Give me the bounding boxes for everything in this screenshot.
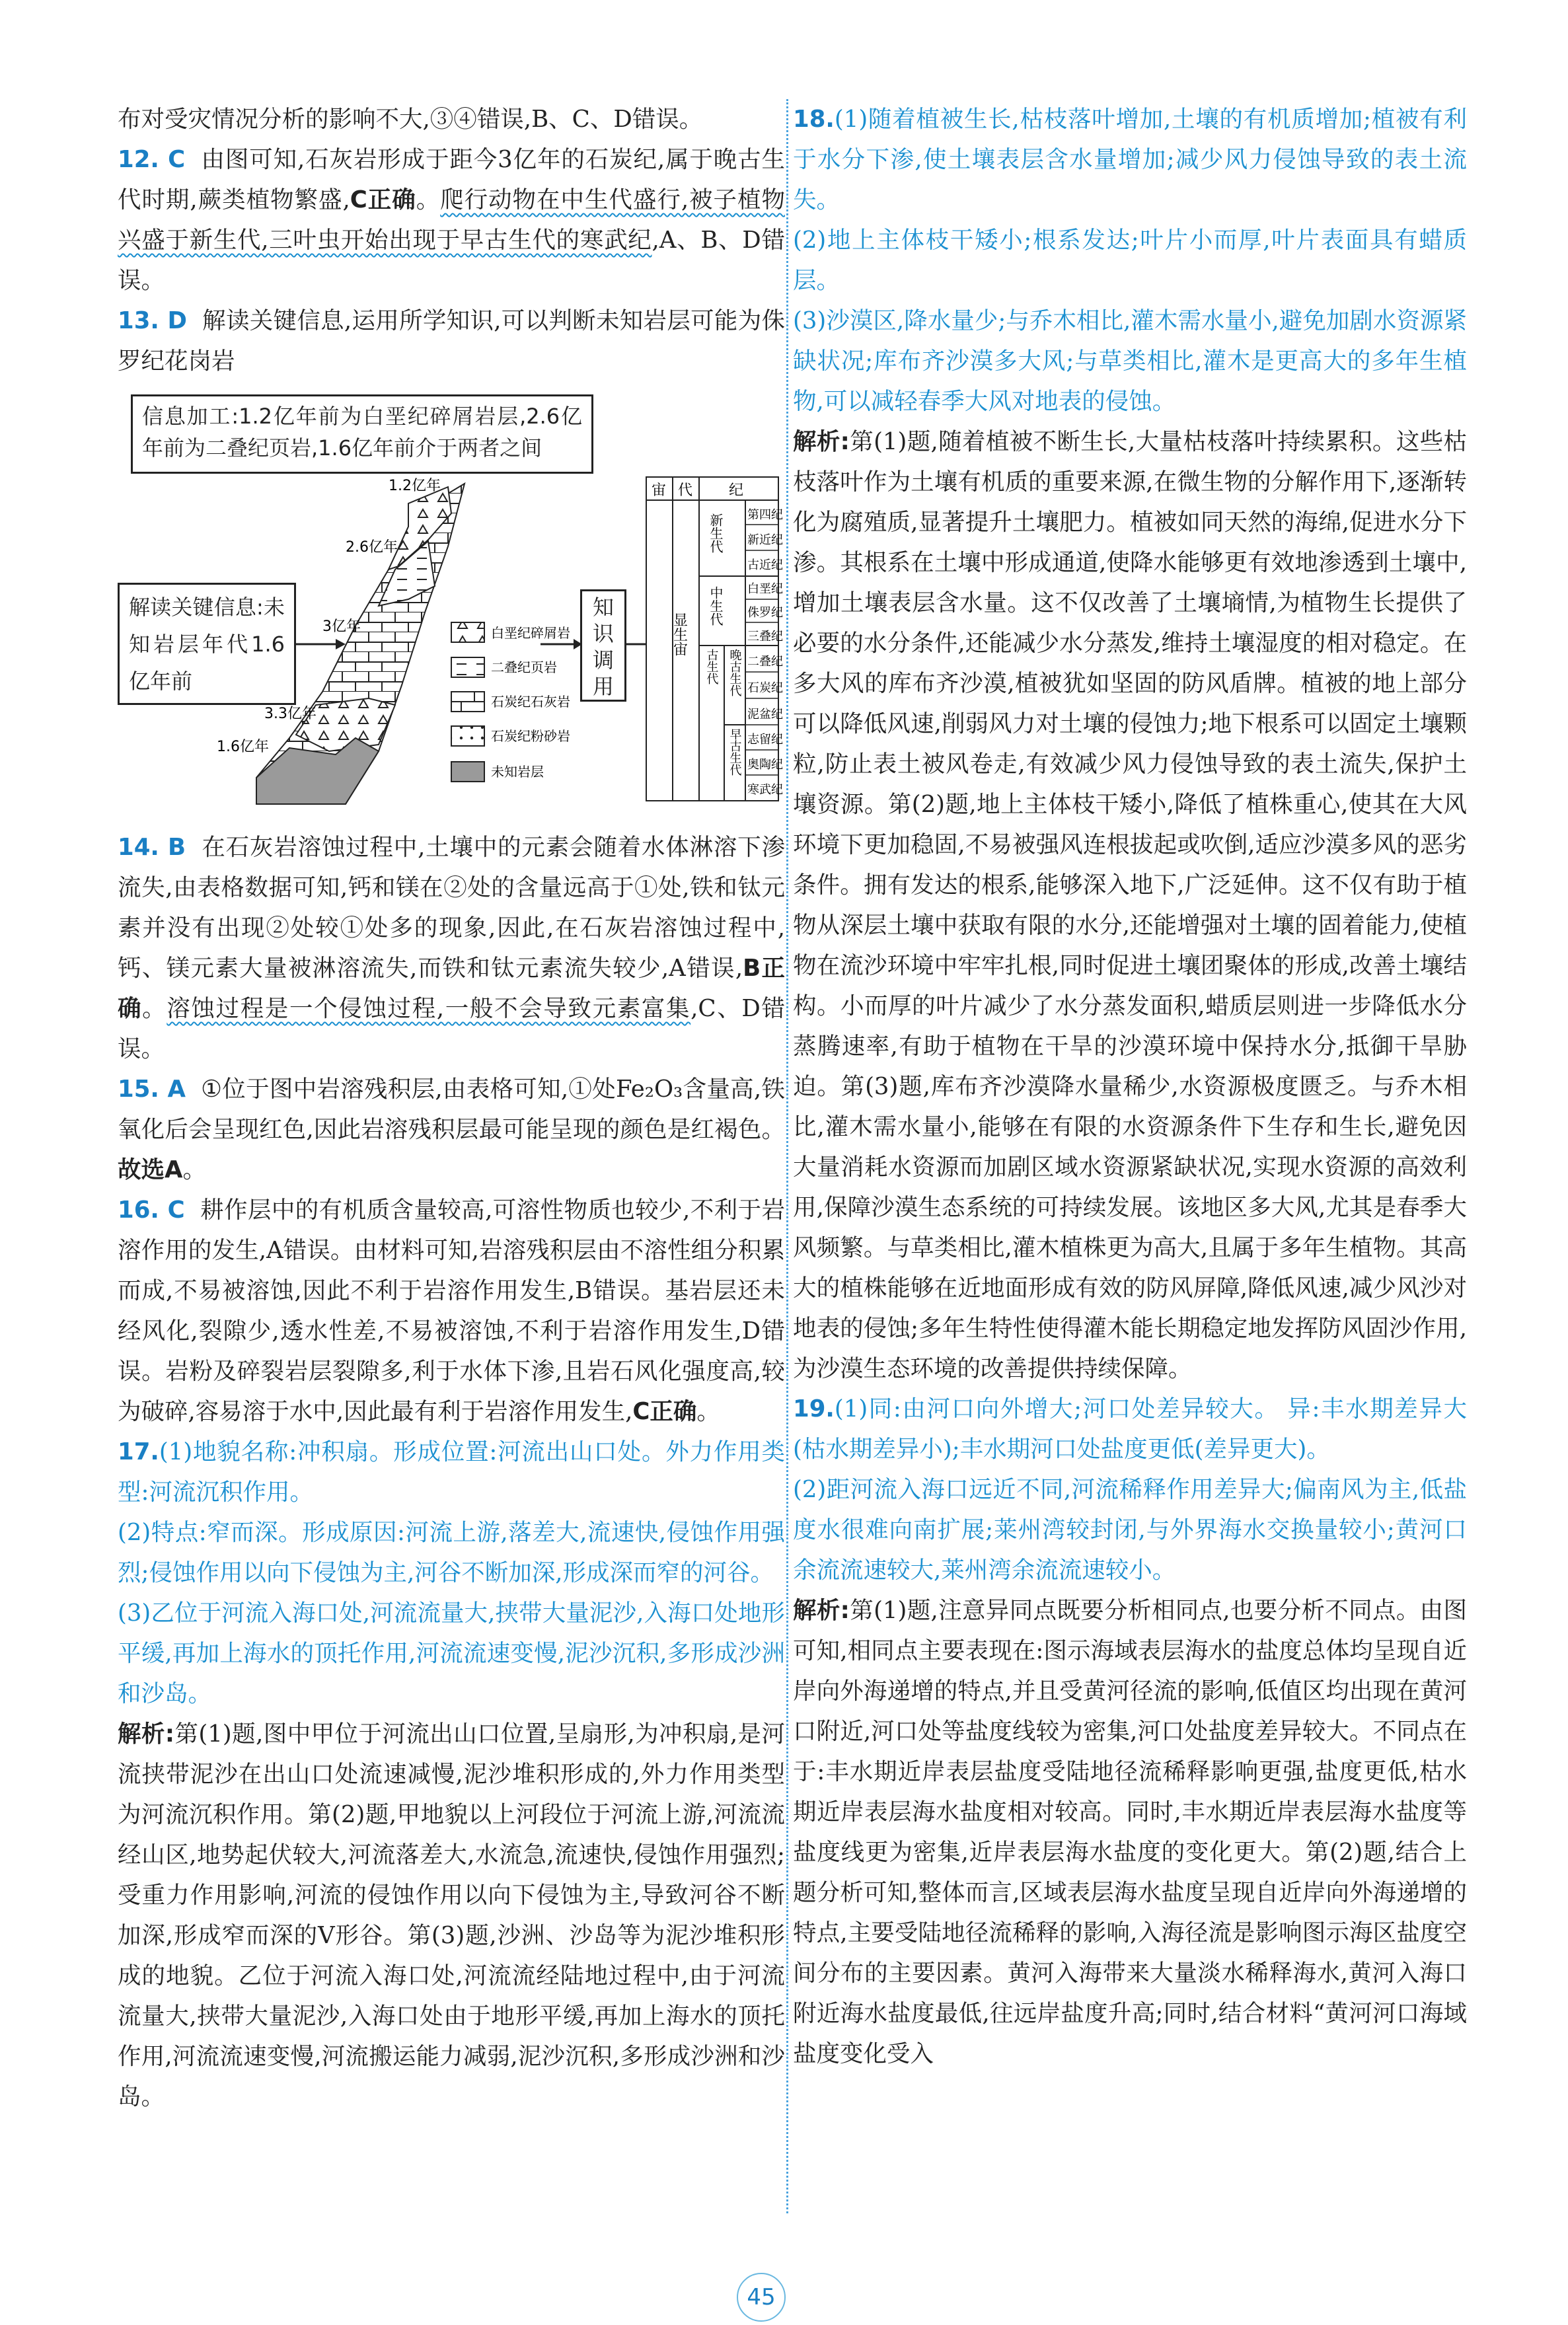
geologic-time-table: [646, 477, 783, 801]
age-label: 1.2亿年: [389, 478, 441, 494]
explanation-text: 第(1)题,注意异同点既要分析相同点,也要分析不同点。由图可知,相同点主要表现在:图示海域表层海水的盐度总体均呈现自近岸向外海递增的特点,并且受黄河径流的影响,低值区均出现在黄河口附近,河口处等盐度线较为密集,河口处盐度差异较大。不同点在于:丰水期近岸表层盐度受陆地径流稀释影响更强,盐度更低,枯水期近岸表层海水盐度相对较高。同时,丰水期近岸表层海水盐度等盐度线更为密集,近岸表层海水盐度的变化更大。第(2)题,结合上题分析可知,整体而言,区域表层海水盐度呈现自近岸向外海递增的特点,主要受陆地径流稀释的影响,入海径流是影响图示海区盐度空间分布的主要因素。黄河入海带来大量淡水稀释海水,黄河入海口附近海水盐度最低,往远岸盐度升高;同时,结合材料“黄河河口海域盐度变化受入: [793, 1597, 1467, 2067]
answer-text: (1)随着植被生长,枯枝落叶增加,土壤的有机质增加;植被有利于水分下渗,使土壤表层含水量增加;减少风力侵蚀导致的表土流失。: [793, 106, 1467, 213]
explanation-text: 第(1)题,随着植被不断生长,大量枯枝落叶持续累积。这些枯枝落叶作为土壤有机质的重要来源,在微生物的分解作用下,逐渐转化为腐殖质,显著提升土壤肥力。植被如同天然的海绵,促进水分下渗。其根系在土壤中形成通道,使降水能够更有效地渗透到土壤中,增加土壤表层含水量。这不仅改善了土壤墒情,为植物生长提供了必要的水分条件,还能减少水分蒸发,维持土壤湿度的相对稳定。在多大风的库布齐沙漠,植被犹如坚固的防风盾牌。植被的地上部分可以降低风速,削弱风力对土壤的侵蚀力;地下根系可以固定土壤颗粒,防止表土被风卷走,有效减少风力侵蚀导致的表土流失,保护土壤资源。第(2)题,地上主体枝干矮小,降低了植株重心,使其在大风环境下更加稳固,不易被强风连根拔起或吹倒,适应沙漠多风的恶劣条件。拥有发达的根系,能够深入地下,广泛延伸。这不仅有助于植物从深层土壤中获取有限的水分,还能增强对土壤的固着能力,使植物在流沙环境中牢牢扎根,同时促进土壤团聚体的形成,改善土壤结构。小而厚的叶片减少了水分蒸发面积,蜡质层则进一步降低水分蒸腾速率,有助于植物在干旱的沙漠环境中保持水分,抵御干旱胁迫。第(3)题,库布齐沙漠降水量稀少,水资源极度匮乏。与乔木相比,灌木需水量小,能够在有限的水资源条件下生存和生长,避免因大量消耗水资源而加剧区域水资源紧缺状况,实现水资源的高效利用,保障沙漠生态系统的可持续发展。该地区多大风,尤其是春季大风频繁。与草类相比,灌木植株更为高大,且属于多年生植物。其高大的植株能够在近地面形成有效的防风屏障,降低风速,减少风沙对地表的侵蚀;多年生特性使得灌木能长期稳定地发挥防风固沙作用,为沙漠生态环境的改善提供持续保障。: [793, 428, 1467, 1382]
table-head: 宙: [652, 482, 667, 499]
knowledge-text: 知识调用: [592, 595, 614, 699]
answer-text: 由图可知,石灰岩形成于距今3亿年的石炭纪,属于晚古生代时期,蕨类植物繁盛,: [118, 146, 786, 213]
answer-text: 耕作层中的有机质含量较高,可溶性物质也较少,不利于岩溶作用的发生,A错误。由材料可知,岩溶残积层由不溶性组分积累而成,不易被溶蚀,因此不利于岩溶作用发生,B错误。基岩层还未经风化,裂隙少,透水性差,不易被溶蚀,不利于岩溶作用发生,D错误。岩粉及碎裂岩层裂隙多,利于水体下渗,且岩石风化强度高,较为破碎,容易溶于水中,因此最有利于岩溶作用发生,: [118, 1197, 785, 1425]
answer-13: [118, 301, 785, 381]
age-label: 3亿年: [322, 618, 361, 635]
rock-strata-diagram: [118, 394, 785, 807]
explanation-18: [793, 422, 1467, 1389]
question-number: 18.: [793, 106, 835, 133]
period-label: 侏罗纪: [747, 606, 783, 620]
answer-17-part1: [118, 1432, 785, 1512]
answer-bold: 故选A: [118, 1156, 183, 1183]
legend: [451, 622, 570, 782]
page-number: 45: [737, 2273, 786, 2322]
answer-15: [118, 1069, 785, 1190]
question-number: 15. A: [118, 1076, 186, 1103]
answer-text: (1)地貌名称:冲积扇。形成位置:河流出山口处。外力作用类型:河流沉积作用。: [118, 1438, 785, 1506]
answer-text: 。: [416, 186, 441, 213]
arrow-head: [574, 639, 582, 649]
period-label: 第四纪: [747, 508, 783, 522]
period-label: 志留纪: [747, 733, 783, 747]
period-label: 新近纪: [747, 533, 783, 547]
table-head: 代: [678, 482, 693, 499]
answer-16: [118, 1190, 785, 1432]
legend-label: 石炭纪粉砂岩: [491, 728, 570, 744]
answer-14: [118, 827, 785, 1069]
answer-17-part3: (3)乙位于河流入海口处,河流流量大,挟带大量泥沙,入海口处地形平缓,再加上海水的顶托作用,河流流速变慢,泥沙沉积,多形成沙洲和沙岛。: [118, 1600, 785, 1707]
answer-19-part1: [793, 1389, 1467, 1469]
legend-label: 未知岩层: [491, 764, 544, 780]
wavy-underlined-text: 爬行动物在中生代盛行,被子植物兴盛于新生代,三叶虫开始出现于早古生代的寒武纪: [118, 186, 785, 254]
period-label: 古近纪: [747, 558, 783, 572]
strata-svg: [118, 394, 785, 807]
answer-text: (1)同:由河口向外增大;河口处差异较大。 异:丰水期差异大(枯水期差异小);丰水期河口处盐度更低(差异更大)。: [793, 1395, 1467, 1463]
question-number: 19.: [793, 1395, 835, 1422]
explanation-text: 第(1)题,图中甲位于河流出山口位置,呈扇形,为冲积扇,是河流挟带泥沙在出山口处流速减慢,泥沙堆积形成的,外力作用类型为河流沉积作用。第(2)题,甲地貌以上河段位于河流上游,河流流经山区,地势起伏较大,河流落差大,水流急,流速快,侵蚀作用强烈;受重力作用影响,河流的侵蚀作用以向下侵蚀为主,导致河谷不断加深,形成窄而深的V形谷。第(3)题,沙洲、沙岛等为泥沙堆积形成的地貌。乙位于河流入海口处,河流流经陆地过程中,由于河流流量大,挟带大量泥沙,入海口处由于地形平缓,再加上海水的顶托作用,河流流速变慢,河流搬运能力减弱,泥沙沉积,多形成沙洲和沙岛。: [118, 1720, 785, 2110]
period-label: 奥陶纪: [747, 758, 783, 772]
answer-bold: C正确: [350, 186, 416, 213]
period-label: 泥盆纪: [747, 708, 783, 721]
paragraph-continued: 布对受灾情况分析的影响不大,③④错误,B、C、D错误。: [118, 106, 703, 133]
age-label: 2.6亿年: [346, 539, 398, 556]
column-divider: [786, 99, 788, 2213]
left-column: [118, 99, 785, 2117]
period-label: 二叠纪: [747, 655, 783, 669]
answer-text: ①位于图中岩溶残积层,由表格可知,①处Fe₂O₃含量高,铁氧化后会呈现红色,因此岩溶残积层最可能呈现的颜色是红褐色。: [118, 1076, 785, 1143]
period-label: 石炭纪: [747, 681, 783, 695]
explanation-17: [118, 1714, 785, 2117]
answer-12: [118, 139, 785, 301]
wavy-underlined-text: 溶蚀过程是一个侵蚀过程,一般不会导致元素富集: [167, 995, 691, 1022]
answer-text: 。: [142, 995, 167, 1022]
explanation-19: [793, 1590, 1467, 2074]
info-box-text: 信息加工:1.2亿年前为白垩纪碎屑岩层,2.6亿年前为二叠纪页岩,1.6亿年前介于两者之间: [142, 404, 582, 461]
table-head: 纪: [729, 482, 744, 499]
explanation-label: 解析:: [793, 428, 850, 455]
era-label: 晚古生代: [728, 649, 742, 696]
answer-19-part2: (2)距河流入海口远近不同,河流稀释作用差异大;偏南风为主,低盐度水很难向南扩展;莱州湾较封闭,与外界海水交换量较小;黄河口余流流速较大,莱州湾余流流速较小。: [793, 1476, 1467, 1584]
eon-label: 显生宙: [671, 612, 688, 656]
answer-18-part2: (2)地上主体枝干矮小;根系发达;叶片小而厚,叶片表面具有蜡质层。: [793, 227, 1467, 294]
era-label: 新生代: [708, 513, 724, 553]
question-number: 14. B: [118, 834, 186, 861]
answer-text: 。: [696, 1398, 720, 1425]
period-label: 三叠纪: [747, 630, 783, 644]
answer-text: 。: [182, 1156, 206, 1183]
answer-bold: C正确: [632, 1398, 697, 1425]
age-label: 1.6亿年: [217, 739, 269, 755]
question-number: 17.: [118, 1438, 159, 1465]
answer-text: 在石灰岩溶蚀过程中,土壤中的元素会随着水体淋溶下渗流失,由表格数据可知,钙和镁在②处的含量远高于①处,铁和钛元素并没有出现②处较①处多的现象,因此,在石灰岩溶蚀过程中,钙、镁元素大量被淋溶流失,而铁和钛元素流失较少,A错误,: [118, 834, 785, 982]
key-info-text: 解读关键信息:未知岩层年代1.6亿年前: [129, 595, 285, 694]
explanation-label: 解析:: [793, 1597, 850, 1624]
period-label: 白垩纪: [747, 582, 783, 596]
legend-label: 石炭纪石灰岩: [491, 694, 570, 710]
answer-bold: B正确: [118, 955, 785, 1022]
answer-18-part3: (3)沙漠区,降水量少;与乔木相比,灌木需水量小,避免加剧水资源紧缺状况;库布齐沙漠多大风;与草类相比,灌木是更高大的多年生植物,可以减轻春季大风对地表的侵蚀。: [793, 307, 1467, 415]
era-label: 古生代: [704, 649, 719, 684]
answer-17-part2: (2)特点:窄而深。形成原因:河流上游,落差大,流速快,侵蚀作用强烈;侵蚀作用以向下侵蚀为主,河谷不断加深,形成深而窄的河谷。: [118, 1519, 785, 1586]
answer-18-part1: [793, 99, 1467, 220]
legend-label: 二叠纪页岩: [491, 659, 557, 675]
answer-text: 解读关键信息,运用所学知识,可以判断未知岩层可能为侏罗纪花岗岩: [118, 307, 785, 375]
answer-text: ,C、D错误。: [118, 995, 785, 1062]
right-column: [793, 99, 1467, 2074]
question-number: 16. C: [118, 1197, 185, 1224]
question-number: 13. D: [118, 307, 188, 334]
age-label: 3.3亿年: [264, 706, 317, 722]
question-number: 12. C: [118, 146, 186, 173]
era-label: 中生代: [708, 586, 724, 626]
explanation-label: 解析:: [118, 1720, 175, 1748]
era-label: 早古生代: [728, 728, 742, 776]
answer-text: ,A、B、D错误。: [118, 227, 785, 294]
legend-label: 白垩纪碎屑岩: [491, 625, 570, 641]
period-label: 寒武纪: [747, 783, 783, 797]
